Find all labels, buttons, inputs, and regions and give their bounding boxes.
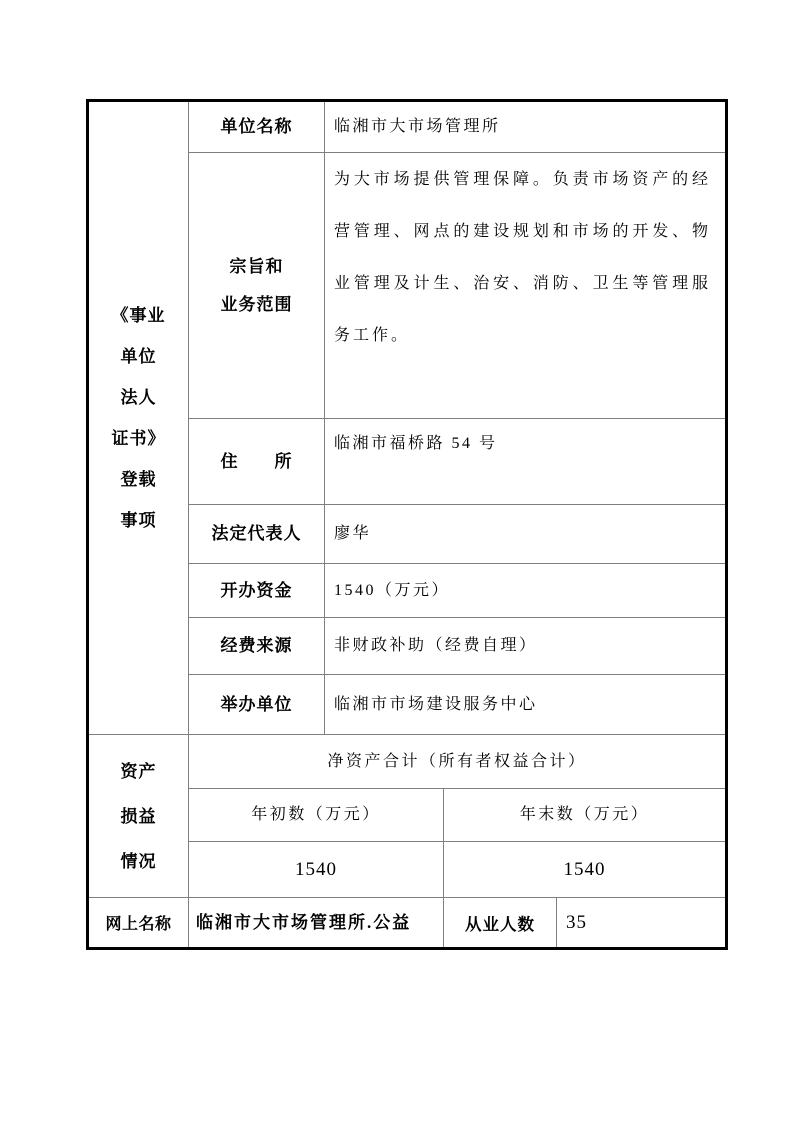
legal-representative-label: 法定代表人: [189, 505, 325, 564]
opening-funds-value: 1540（万元）: [325, 564, 727, 618]
address-value: 临湘市福桥路 54 号: [325, 419, 727, 505]
year-start-value: 1540: [189, 842, 444, 898]
purpose-scope-label: [189, 153, 325, 419]
year-end-label: 年末数（万元）: [444, 789, 727, 842]
assets-label-line: 损益: [120, 806, 157, 826]
registration-form-table: [86, 99, 728, 950]
cert-label-line: 单位: [120, 347, 157, 366]
address-label: 住 所: [189, 419, 325, 505]
purpose-scope-label-line: 宗旨和: [229, 256, 284, 276]
purpose-scope-label-line: 业务范围: [220, 294, 293, 314]
cert-label-line: 《事业: [111, 306, 166, 325]
staff-count-label: 从业人数: [444, 898, 557, 949]
online-name-value: 临湘市大市场管理所.公益: [189, 898, 444, 949]
cert-label-line: 法人: [120, 388, 157, 407]
assets-label-line: 情况: [120, 851, 157, 871]
staff-count-value: 35: [557, 898, 727, 949]
assets-section-label: [88, 735, 189, 898]
cert-items-section-label: [88, 101, 189, 735]
row-net-assets-header: [88, 735, 727, 789]
funding-source-value: 非财政补助（经费自理）: [325, 618, 727, 675]
year-end-value: 1540: [444, 842, 727, 898]
row-unit-name: [88, 101, 727, 153]
organizing-unit-value: 临湘市市场建设服务中心: [325, 675, 727, 735]
unit-name-value: 临湘市大市场管理所: [325, 101, 727, 153]
funding-source-label: 经费来源: [189, 618, 325, 675]
year-start-label: 年初数（万元）: [189, 789, 444, 842]
cert-label-line: 登载: [120, 470, 157, 489]
cert-label-line: 证书》: [111, 429, 166, 448]
unit-name-label: 单位名称: [189, 101, 325, 153]
net-assets-header: 净资产合计（所有者权益合计）: [189, 735, 727, 789]
legal-representative-value: 廖华: [325, 505, 727, 564]
purpose-scope-value: 为大市场提供管理保障。负责市场资产的经营管理、网点的建设规划和市场的开发、物业管理及计生、治安、消防、卫生等管理服务工作。: [325, 153, 727, 419]
assets-label-line: 资产: [120, 761, 157, 781]
opening-funds-label: 开办资金: [189, 564, 325, 618]
cert-label-line: 事项: [120, 511, 157, 530]
online-name-label: 网上名称: [88, 898, 189, 949]
row-online-name-staff: [88, 898, 727, 949]
organizing-unit-label: 举办单位: [189, 675, 325, 735]
